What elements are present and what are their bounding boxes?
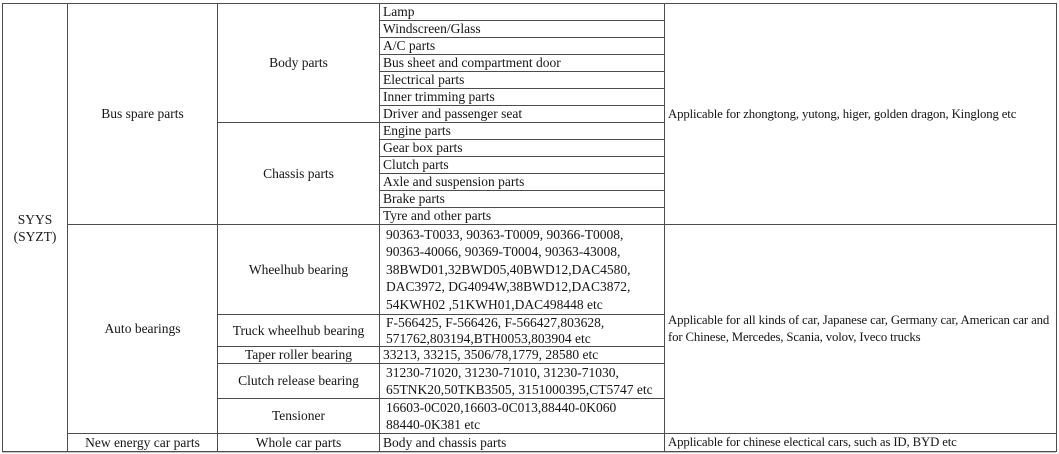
part-item-cell: [380, 38, 665, 55]
subcategory-clutch-release-bearing-cell: Clutch release bearing: [218, 364, 380, 399]
subcategory-body-parts-cell: Body parts: [218, 4, 380, 123]
part-item-cell: [380, 140, 665, 157]
part-item: Axle and suspension parts: [383, 174, 525, 189]
applicable-new-energy-text: Applicable for chinese electical cars, such as ID, BYD etc: [668, 435, 957, 449]
company-code-cell: [3, 4, 68, 452]
part-number-line: 31230-71020, 31230-71010, 31230-71030,: [386, 365, 619, 380]
cropped-next-row-border: [2, 452, 1056, 453]
applicable-new-energy-cell: [665, 434, 1057, 452]
part-item-cell: [380, 89, 665, 106]
part-item: Tyre and other parts: [383, 208, 492, 223]
subcategory-wheelhub-bearing-cell: Wheelhub bearing: [218, 225, 380, 315]
part-item: Inner trimming parts: [383, 89, 495, 104]
product-spec-table-wrap: [2, 3, 1057, 452]
applicable-bearings-cell: [665, 225, 1057, 434]
part-number-line: 38BWD01,32BWD05,40BWD12,DAC4580,: [386, 261, 631, 277]
part-item-cell: [380, 55, 665, 72]
product-spec-table: [2, 3, 1057, 452]
part-item-cell: [380, 72, 665, 89]
part-number-line: 88440-0K381 etc: [386, 417, 481, 432]
part-item: Driver and passenger seat: [383, 106, 523, 121]
subcategory-chassis-parts-cell: Chassis parts: [218, 123, 380, 225]
subcategory-whole-car-parts-cell: Whole car parts: [218, 434, 380, 452]
part-item: Body and chassis parts: [383, 434, 507, 450]
table-row: [3, 4, 1057, 21]
part-item-cell: [380, 4, 665, 21]
part-number-line: 33213, 33215, 3506/78,1779, 28580 etc: [383, 347, 599, 362]
subcategory-taper-roller-bearing-cell: Taper roller bearing: [218, 347, 380, 364]
category-bus-spare-parts-cell: Bus spare parts: [68, 4, 218, 225]
applicable-bus-cell: [665, 4, 1057, 225]
category-new-energy-cell: New energy car parts: [68, 434, 218, 452]
part-item-cell: [380, 174, 665, 191]
part-item-cell: [380, 208, 665, 225]
part-numbers-cell: [380, 315, 665, 347]
part-number-line: F-566425, F-566426, F-566427,803628,: [386, 315, 605, 330]
part-item-cell: [380, 106, 665, 123]
part-number-line: 65TNK20,50TKB3505, 3151000395,CT5747 etc: [386, 382, 653, 397]
part-item: Brake parts: [383, 191, 445, 206]
part-item-cell: [380, 191, 665, 208]
part-item: Lamp: [383, 4, 415, 19]
part-numbers-cell: [380, 364, 665, 399]
category-auto-bearings-cell: Auto bearings: [68, 225, 218, 434]
part-number-line: 571762,803194,BTH0053,803904 etc: [386, 330, 591, 346]
part-item: A/C parts: [383, 38, 436, 53]
part-number-line: 90363-40066, 90369-T0004, 90363-43008,: [386, 244, 621, 260]
part-item-cell: [380, 434, 665, 452]
part-numbers-cell: [380, 225, 665, 315]
part-item: Bus sheet and compartment door: [383, 55, 561, 70]
applicable-bearings-text: Applicable for all kinds of car, Japanese car, Germany car, American car and for Chinese, Mercedes, Scania, volov, Iveco trucks: [668, 313, 1050, 344]
applicable-bus-text: Applicable for zhongtong, yutong, higer, golden dragon, Kinglong etc: [668, 106, 1017, 121]
part-number-line: DAC3972, DG4094W,38BWD12,DAC3872,: [386, 279, 631, 295]
part-item: Engine parts: [383, 123, 451, 138]
part-item: Gear box parts: [383, 140, 463, 155]
subcategory-tensioner-cell: Tensioner: [218, 399, 380, 434]
part-number-line: 16603-0C020,16603-0C013,88440-0K060: [386, 400, 617, 415]
part-item: Electrical parts: [383, 72, 465, 87]
part-item: Clutch parts: [383, 157, 449, 172]
part-item-cell: [380, 157, 665, 174]
table-row: [3, 225, 1057, 315]
company-code-line2: (SYZT): [13, 228, 57, 244]
part-numbers-cell: [380, 347, 665, 364]
part-item-cell: [380, 21, 665, 38]
part-item: Windscreen/Glass: [383, 21, 481, 36]
part-number-line: 90363-T0033, 90363-T0009, 90366-T0008,: [386, 226, 624, 242]
company-code-line1: SYYS: [17, 211, 53, 227]
table-row: [3, 434, 1057, 452]
part-numbers-cell: [380, 399, 665, 434]
part-number-line: 54KWH02 ,51KWH01,DAC498448 etc: [386, 296, 603, 312]
subcategory-truck-wheelhub-bearing-cell: Truck wheelhub bearing: [218, 315, 380, 347]
part-item-cell: [380, 123, 665, 140]
